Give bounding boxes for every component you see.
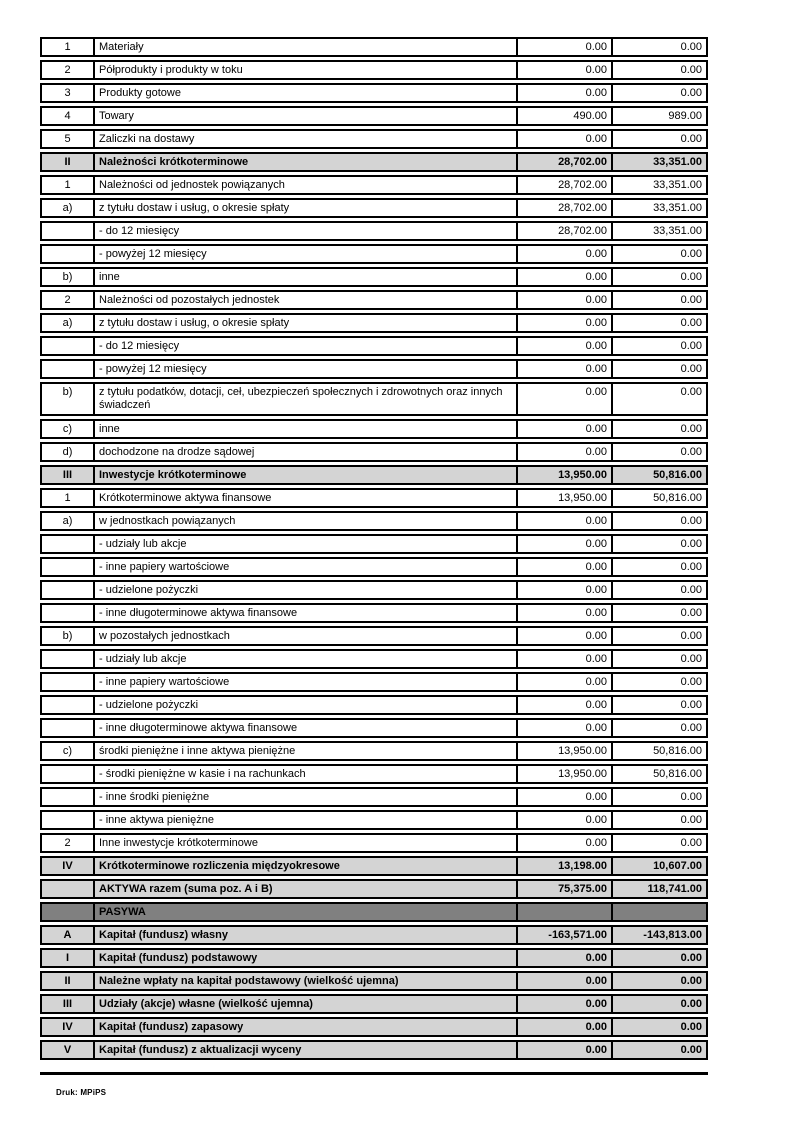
table-row: [40, 580, 708, 600]
row-value-previous: 0.00: [680, 87, 702, 99]
row-number: c): [42, 421, 95, 437]
row-label: PASYWA: [95, 904, 518, 920]
row-number: 2: [42, 835, 95, 851]
row-value-previous: 0.00: [680, 791, 702, 803]
table-row: [40, 290, 708, 310]
row-label: - inne środki pieniężne: [95, 789, 518, 805]
row-label: - powyżej 12 miesięcy: [95, 246, 518, 262]
row-value-previous: 0.00: [680, 975, 702, 987]
row-value-previous: 0.00: [680, 248, 702, 260]
row-value-previous: 0.00: [680, 1021, 702, 1033]
row-value-previous: 0.00: [680, 363, 702, 375]
row-value-previous: 0.00: [680, 317, 702, 329]
table-row: [40, 129, 708, 149]
row-number: IV: [42, 858, 95, 874]
row-value-current: 0.00: [518, 1042, 613, 1058]
row-value-previous: 0.00: [680, 41, 702, 53]
row-number: b): [42, 628, 95, 644]
table-row: [40, 336, 708, 356]
table-row: [40, 879, 708, 899]
row-value-previous: 0.00: [680, 386, 702, 398]
row-number: 2: [42, 62, 95, 78]
row-value-current: 0.00: [518, 361, 613, 377]
row-value-previous: 0.00: [680, 561, 702, 573]
row-label: Krótkoterminowe rozliczenia międzyokresowe: [95, 858, 518, 874]
row-label: inne: [95, 269, 518, 285]
balance-table: [40, 37, 708, 1060]
row-label: Kapitał (fundusz) podstawowy: [95, 950, 518, 966]
row-value-current: 0.00: [518, 651, 613, 667]
row-number: 4: [42, 108, 95, 124]
table-row: [40, 557, 708, 577]
row-value-previous: 0.00: [680, 133, 702, 145]
row-value-current: 0.00: [518, 996, 613, 1012]
row-label: Udziały (akcje) własne (wielkość ujemna): [95, 996, 518, 1012]
row-value-current: 0.00: [518, 582, 613, 598]
row-label: - inne papiery wartościowe: [95, 559, 518, 575]
document-content: [40, 37, 708, 1097]
table-row: [40, 382, 708, 416]
row-value-current: 0.00: [518, 39, 613, 55]
row-number: A: [42, 927, 95, 943]
row-number: [42, 812, 95, 828]
row-value-previous: 10,607.00: [653, 860, 702, 872]
row-value-current: 13,950.00: [518, 766, 613, 782]
row-value-current: 0.00: [518, 812, 613, 828]
row-number: [42, 559, 95, 575]
row-number: b): [42, 269, 95, 285]
row-label: - środki pieniężne w kasie i na rachunkach: [95, 766, 518, 782]
row-value-previous: 0.00: [680, 607, 702, 619]
row-number: IV: [42, 1019, 95, 1035]
row-label: - udziały lub akcje: [95, 651, 518, 667]
row-value-current: 0.00: [518, 559, 613, 575]
row-value-current: 0.00: [518, 62, 613, 78]
table-row: [40, 649, 708, 669]
row-value-previous: 0.00: [680, 271, 702, 283]
row-number: [42, 651, 95, 667]
row-number: [42, 720, 95, 736]
table-row: [40, 511, 708, 531]
table-row: [40, 83, 708, 103]
row-value-current: 0.00: [518, 1019, 613, 1035]
row-value-previous: 0.00: [680, 538, 702, 550]
row-label: w jednostkach powiązanych: [95, 513, 518, 529]
row-value-current: 0.00: [518, 973, 613, 989]
row-number: [42, 361, 95, 377]
table-row: [40, 465, 708, 485]
row-number: [42, 697, 95, 713]
table-row: [40, 833, 708, 853]
row-label: - inne długoterminowe aktywa finansowe: [95, 605, 518, 621]
row-value-previous: 50,816.00: [653, 745, 702, 757]
row-value-previous: 33,351.00: [653, 225, 702, 237]
row-value-previous: 0.00: [680, 952, 702, 964]
table-row: [40, 810, 708, 830]
row-value-current: 0.00: [518, 444, 613, 460]
table-row: [40, 267, 708, 287]
table-row: [40, 902, 708, 922]
row-number: [42, 605, 95, 621]
row-value-previous: 0.00: [680, 630, 702, 642]
row-value-current: 0.00: [518, 835, 613, 851]
row-label: Zaliczki na dostawy: [95, 131, 518, 147]
row-value-previous: 0.00: [680, 676, 702, 688]
table-row: [40, 994, 708, 1014]
row-number: II: [42, 973, 95, 989]
row-value-current: 28,702.00: [518, 223, 613, 239]
table-row: [40, 106, 708, 126]
row-value-previous: 989.00: [668, 110, 702, 122]
row-value-current: 0.00: [518, 789, 613, 805]
row-number: 1: [42, 177, 95, 193]
row-label: z tytułu dostaw i usług, o okresie spłaty: [95, 200, 518, 216]
table-row: [40, 37, 708, 57]
row-label: - inne długoterminowe aktywa finansowe: [95, 720, 518, 736]
row-label: - udziały lub akcje: [95, 536, 518, 552]
row-value-previous: 0.00: [680, 294, 702, 306]
row-value-current: 0.00: [518, 292, 613, 308]
table-row: [40, 152, 708, 172]
row-value-current: 0.00: [518, 697, 613, 713]
row-label: inne: [95, 421, 518, 437]
row-number: V: [42, 1042, 95, 1058]
row-label: z tytułu dostaw i usług, o okresie spłaty: [95, 315, 518, 331]
row-value-current: 13,198.00: [518, 858, 613, 874]
row-value-previous: 0.00: [680, 998, 702, 1010]
row-number: III: [42, 996, 95, 1012]
row-label: - inne papiery wartościowe: [95, 674, 518, 690]
row-value-current: 0.00: [518, 674, 613, 690]
row-number: [42, 246, 95, 262]
row-value-current: 490.00: [518, 108, 613, 124]
table-row: [40, 442, 708, 462]
row-label: Kapitał (fundusz) własny: [95, 927, 518, 943]
row-value-previous: 0.00: [680, 837, 702, 849]
row-value-previous: 0.00: [680, 653, 702, 665]
table-row: [40, 419, 708, 439]
row-value-current: 13,950.00: [518, 490, 613, 506]
print-form-label: Druk: MPiPS: [56, 1088, 107, 1097]
row-value-previous: 0.00: [680, 584, 702, 596]
row-number: [42, 674, 95, 690]
row-value-current: 0.00: [518, 131, 613, 147]
row-value-current: 75,375.00: [518, 881, 613, 897]
table-row: [40, 741, 708, 761]
table-row: [40, 603, 708, 623]
row-value-current: 0.00: [518, 628, 613, 644]
row-number: II: [42, 154, 95, 170]
row-value-previous: 0.00: [680, 515, 702, 527]
row-number: [42, 223, 95, 239]
row-label: - do 12 miesięcy: [95, 338, 518, 354]
row-label: Krótkoterminowe aktywa finansowe: [95, 490, 518, 506]
row-value-current: 28,702.00: [518, 177, 613, 193]
table-row: [40, 626, 708, 646]
row-label: - do 12 miesięcy: [95, 223, 518, 239]
table-row: [40, 175, 708, 195]
row-value-current: 0.00: [518, 246, 613, 262]
row-label: Należności od pozostałych jednostek: [95, 292, 518, 308]
table-row: [40, 221, 708, 241]
row-label: Towary: [95, 108, 518, 124]
table-row: [40, 488, 708, 508]
row-number: d): [42, 444, 95, 460]
row-value-previous: 118,741.00: [647, 883, 702, 895]
row-value-previous: 0.00: [680, 423, 702, 435]
row-number: 5: [42, 131, 95, 147]
table-row: [40, 534, 708, 554]
table-row: [40, 856, 708, 876]
table-row: [40, 764, 708, 784]
row-label: Produkty gotowe: [95, 85, 518, 101]
row-number: [42, 881, 95, 897]
row-label: - powyżej 12 miesięcy: [95, 361, 518, 377]
row-number: b): [42, 384, 95, 414]
row-number: a): [42, 200, 95, 216]
row-value-previous: -143,813.00: [643, 929, 702, 941]
row-label: Należności krótkoterminowe: [95, 154, 518, 170]
table-row: [40, 1017, 708, 1037]
row-number: I: [42, 950, 95, 966]
row-number: [42, 904, 95, 920]
row-value-previous: 0.00: [680, 340, 702, 352]
row-value-previous: 33,351.00: [653, 202, 702, 214]
table-row: [40, 925, 708, 945]
row-label: Kapitał (fundusz) zapasowy: [95, 1019, 518, 1035]
row-number: a): [42, 513, 95, 529]
row-value-previous: 50,816.00: [653, 492, 702, 504]
row-value-current: 0.00: [518, 269, 613, 285]
row-label: Należności od jednostek powiązanych: [95, 177, 518, 193]
row-value-current: 0.00: [518, 720, 613, 736]
row-number: a): [42, 315, 95, 331]
row-label: Materiały: [95, 39, 518, 55]
table-row: [40, 313, 708, 333]
table-row: [40, 359, 708, 379]
row-label: Inwestycje krótkoterminowe: [95, 467, 518, 483]
row-value-previous: 0.00: [680, 699, 702, 711]
row-value-current: 28,702.00: [518, 200, 613, 216]
row-label: dochodzone na drodze sądowej: [95, 444, 518, 460]
row-number: [42, 789, 95, 805]
table-row: [40, 787, 708, 807]
row-value-previous: 0.00: [680, 446, 702, 458]
row-value-current: -163,571.00: [518, 927, 613, 943]
table-row: [40, 948, 708, 968]
row-label: środki pieniężne i inne aktywa pieniężne: [95, 743, 518, 759]
table-row: [40, 60, 708, 80]
row-value-current: 0.00: [518, 421, 613, 437]
row-value-previous: 0.00: [680, 722, 702, 734]
row-value-current: 0.00: [518, 605, 613, 621]
row-label: Należne wpłaty na kapitał podstawowy (wielkość ujemna): [95, 973, 518, 989]
row-number: [42, 766, 95, 782]
row-number: [42, 536, 95, 552]
row-number: [42, 338, 95, 354]
row-value-previous: 0.00: [680, 1044, 702, 1056]
row-number: 1: [42, 39, 95, 55]
row-number: c): [42, 743, 95, 759]
row-label: - udzielone pożyczki: [95, 582, 518, 598]
table-row: [40, 718, 708, 738]
row-value-current: 13,950.00: [518, 467, 613, 483]
table-row: [40, 695, 708, 715]
row-value-current: 0.00: [518, 85, 613, 101]
row-label: AKTYWA razem (suma poz. A i B): [95, 881, 518, 897]
row-label: w pozostałych jednostkach: [95, 628, 518, 644]
table-row: [40, 1040, 708, 1060]
row-value-current: 0.00: [518, 338, 613, 354]
table-row: [40, 672, 708, 692]
row-value-current: 0.00: [518, 315, 613, 331]
table-row: [40, 971, 708, 991]
footer-divider-line: [40, 1072, 708, 1075]
row-value-current: 13,950.00: [518, 743, 613, 759]
table-row: [40, 244, 708, 264]
row-label: - udzielone pożyczki: [95, 697, 518, 713]
row-value-previous: 0.00: [680, 64, 702, 76]
row-value-previous: 50,816.00: [653, 469, 702, 481]
row-label: Kapitał (fundusz) z aktualizacji wyceny: [95, 1042, 518, 1058]
row-value-previous: 33,351.00: [653, 156, 702, 168]
row-label: - inne aktywa pieniężne: [95, 812, 518, 828]
row-value-current: 0.00: [518, 513, 613, 529]
row-value-current: 0.00: [518, 950, 613, 966]
row-number: III: [42, 467, 95, 483]
row-value-previous: 0.00: [680, 814, 702, 826]
row-value-previous: [613, 904, 706, 920]
row-label: Półprodukty i produkty w toku: [95, 62, 518, 78]
row-number: 1: [42, 490, 95, 506]
row-value-current: 0.00: [518, 536, 613, 552]
row-value-current: 28,702.00: [518, 154, 613, 170]
row-value-previous: 50,816.00: [653, 768, 702, 780]
row-number: 3: [42, 85, 95, 101]
row-value-previous: 33,351.00: [653, 179, 702, 191]
row-label: Inne inwestycje krótkoterminowe: [95, 835, 518, 851]
row-value-current: [518, 904, 613, 920]
row-value-current: 0.00: [518, 384, 613, 414]
row-number: 2: [42, 292, 95, 308]
row-label: z tytułu podatków, dotacji, ceł, ubezpieczeń społecznych i zdrowotnych oraz innych świadczeń: [95, 384, 518, 414]
row-number: [42, 582, 95, 598]
table-row: [40, 198, 708, 218]
